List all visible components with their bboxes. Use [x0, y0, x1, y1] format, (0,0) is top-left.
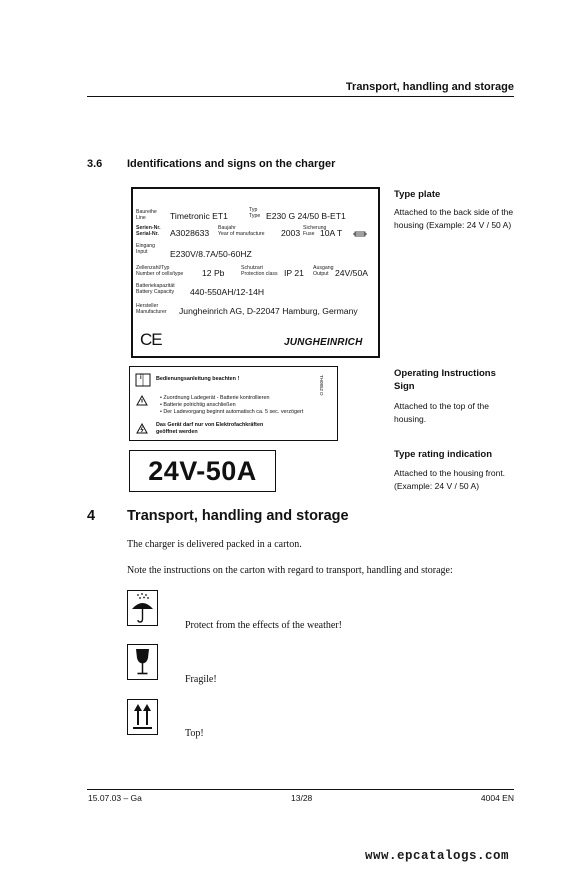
fragile-symbol	[127, 644, 158, 680]
year-label: Baujahr Year of manufacture	[218, 225, 265, 237]
section-number: 4	[87, 508, 96, 524]
section-title: Identifications and signs on the charger	[127, 158, 336, 170]
section-title: Transport, handling and storage	[127, 508, 349, 524]
line-value: Timetronic ET1	[170, 211, 228, 221]
fuse-label: Sicherung Fuse	[303, 225, 327, 237]
note-op-title: Operating Instructions Sign	[394, 368, 496, 392]
type-plate-content	[136, 196, 376, 354]
fuse-value: 10A T	[320, 228, 343, 238]
keep-dry-symbol	[127, 590, 158, 626]
jungheinrich-logo: JUNGHEINRICH	[284, 337, 363, 348]
op-bullet-3: • Der Ladevorgang beginnt automatisch ca. 5 sec. verzögert	[160, 409, 304, 415]
serial-label: Serien-Nr. Serial-Nr.	[136, 225, 161, 237]
protection-value: IP 21	[284, 268, 304, 278]
type-rating-sign	[129, 450, 276, 492]
paragraph: The charger is delivered packed in a carton.	[127, 539, 302, 550]
op-line-1: Bedienungsanleitung beachten !	[156, 376, 240, 382]
output-label: Ausgang Output	[313, 265, 334, 277]
sign-code: TH0852 D	[319, 375, 324, 396]
running-header-title: Transport, handling and storage	[345, 81, 514, 93]
fragile-instruction: Fragile!	[185, 674, 217, 685]
output-value: 24V/50A	[335, 268, 368, 278]
fuse-symbol-icon	[353, 231, 367, 237]
umbrella-rain-icon	[128, 591, 157, 625]
ce-mark-icon: CE	[140, 330, 162, 349]
weather-instruction: Protect from the effects of the weather!	[185, 620, 342, 631]
type-label: Typ Type	[249, 207, 261, 219]
op-line-6: geöffnet werden	[156, 429, 198, 435]
warning-triangle-icon	[136, 395, 148, 406]
rating-text: 24V-50A	[148, 455, 257, 486]
input-label: Eingang Input	[136, 243, 156, 255]
manufacturer-label: Hersteller Manufacturer	[136, 303, 167, 315]
capacity-label: Batteriekapazität Battery Capacity	[136, 283, 175, 295]
up-arrows-icon	[128, 700, 157, 734]
paragraph: Note the instructions on the carton with regard to transport, handling and storage:	[127, 565, 453, 576]
cells-label: Zellenzahl/Typ Number of cells/type	[136, 265, 184, 277]
year-value: 2003	[281, 228, 301, 238]
glass-icon	[128, 645, 157, 679]
op-bullet-2: • Batterie polrichtig anschließen	[160, 402, 236, 408]
this-way-up-symbol	[127, 699, 158, 735]
cells-value: 12 Pb	[202, 268, 225, 278]
electric-warning-icon	[136, 423, 148, 434]
note-rating-title: Type rating indication	[394, 449, 492, 460]
top-instruction: Top!	[185, 728, 204, 739]
op-line-5: Das Gerät darf nur von Elektrofachkräften	[156, 422, 264, 428]
capacity-value: 440-550AH/12-14H	[190, 287, 265, 297]
type-value: E230 G 24/50 B-ET1	[266, 211, 346, 221]
note-type-plate-body: Attached to the back side of the housing (Example: 24 V / 50 A)	[394, 207, 514, 230]
watermark-link[interactable]: www.epcatalogs.com	[364, 849, 509, 863]
operating-instructions-sign	[129, 366, 338, 441]
note-op-body: Attached to the top of the housing.	[394, 401, 489, 424]
protection-label: Schutzart Protection class	[241, 265, 278, 277]
note-rating-body: Attached to the housing front. (Example: 24 V / 50 A)	[394, 468, 506, 491]
header-rule	[87, 96, 514, 97]
book-icon	[135, 373, 151, 387]
op-bullet-1: • Zuordnung Ladegerät - Batterie kontrollieren	[160, 395, 270, 401]
footer-date: 15.07.03 – Ga	[88, 793, 142, 803]
footer-page-number: 13/28	[291, 793, 313, 803]
serial-value: A3028633	[170, 228, 210, 238]
info-glyph: i	[140, 375, 142, 381]
line-label: Baureihe Line	[136, 209, 157, 221]
section-number: 3.6	[87, 158, 103, 170]
input-value: E230V/8.7A/50-60HZ	[170, 249, 252, 259]
note-type-plate-title: Type plate	[394, 189, 441, 200]
manufacturer-value: Jungheinrich AG, D-22047 Hamburg, Germany	[179, 306, 358, 316]
footer-rule	[87, 789, 514, 790]
footer-doc-number: 4004 EN	[480, 793, 514, 803]
